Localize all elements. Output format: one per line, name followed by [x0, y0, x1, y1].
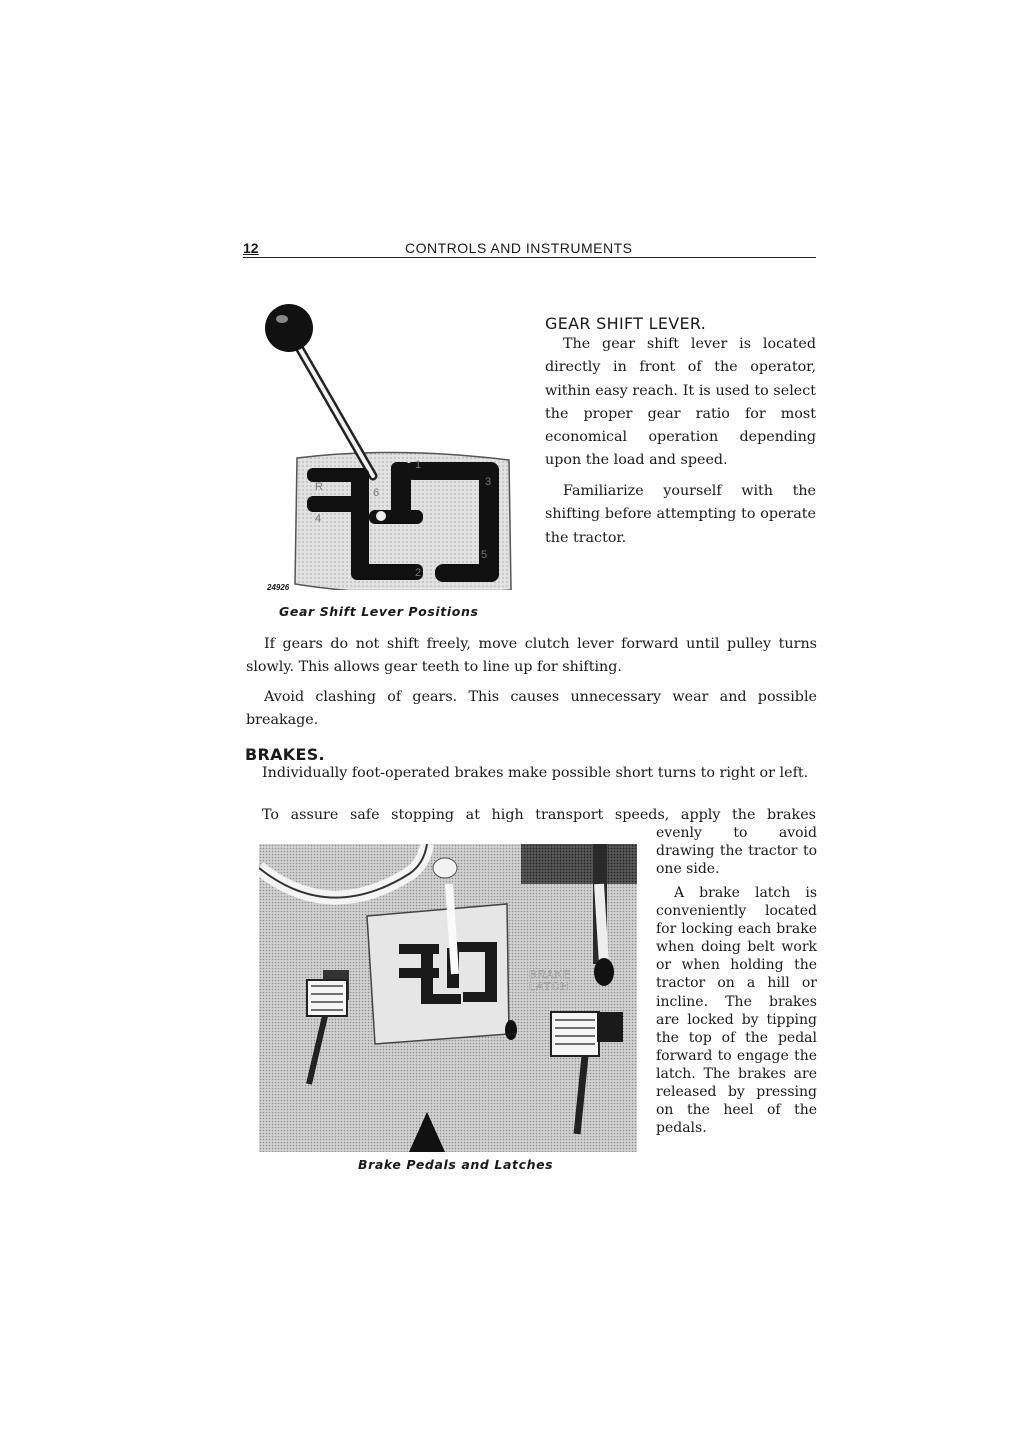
gear-paragraph-3: If gears do not shift freely, move clutch lever forward until pulley turns slowly. This allows gear teeth to line up for shifting.: [246, 636, 817, 676]
brake-latch-paragraph: A brake latch is conveniently located for locking each brake when doing belt work or when holding the tractor on a hill or incline. The brakes are locked by tipping the top of the pedal forward to engage the latch. The brakes are released by pressing on the heel of the pedals.: [656, 885, 817, 1137]
gear-paragraph-2: Familiarize yourself with the shifting before attempting to operate the tractor.: [545, 483, 816, 546]
brakes-paragraph-2-rest: evenly to avoid drawing the tractor to one side.: [656, 825, 817, 878]
brakes-heading: BRAKES.: [245, 745, 325, 764]
gear-figure-caption: Gear Shift Lever Positions: [279, 604, 479, 619]
page-number: 12: [243, 240, 259, 256]
lever-knob: [265, 304, 313, 352]
gate-label-3: 3: [485, 476, 492, 488]
brake-figure-caption: Brake Pedals and Latches: [358, 1157, 554, 1172]
gate-label-5: 5: [481, 549, 488, 561]
gear-paragraph-4: Avoid clashing of gears. This causes unnecessary wear and possible breakage.: [246, 689, 817, 729]
brakes-paragraph-1: Individually foot-operated brakes make possible short turns to right or left.: [262, 765, 809, 781]
brake-pedals-photo: [259, 844, 637, 1152]
gate-label-4: 4: [315, 513, 322, 525]
svg-text:LATCH: LATCH: [529, 981, 570, 993]
gate-label-r: R: [315, 481, 323, 493]
brakes-paragraph-2-first-line: To assure safe stopping at high transport speeds, apply the brakes: [262, 807, 816, 823]
figure-number: 24926: [267, 583, 290, 592]
gate-label-2: 2: [415, 567, 422, 579]
running-head: CONTROLS AND INSTRUMENTS: [405, 240, 633, 256]
gear-shift-figure: [265, 300, 517, 590]
gear-paragraph-1: The gear shift lever is located directly in front of the operator, within easy reach. It is used to select the proper gear ratio for most economical operation depending upon the load and speed.: [545, 336, 816, 469]
brake-latch-label: BRAKE: [529, 969, 572, 981]
gate-label-1: 1: [415, 459, 422, 471]
gear-shift-heading: GEAR SHIFT LEVER.: [545, 314, 707, 333]
gate-label-6: 6: [373, 487, 380, 499]
header-rule: [243, 257, 816, 258]
